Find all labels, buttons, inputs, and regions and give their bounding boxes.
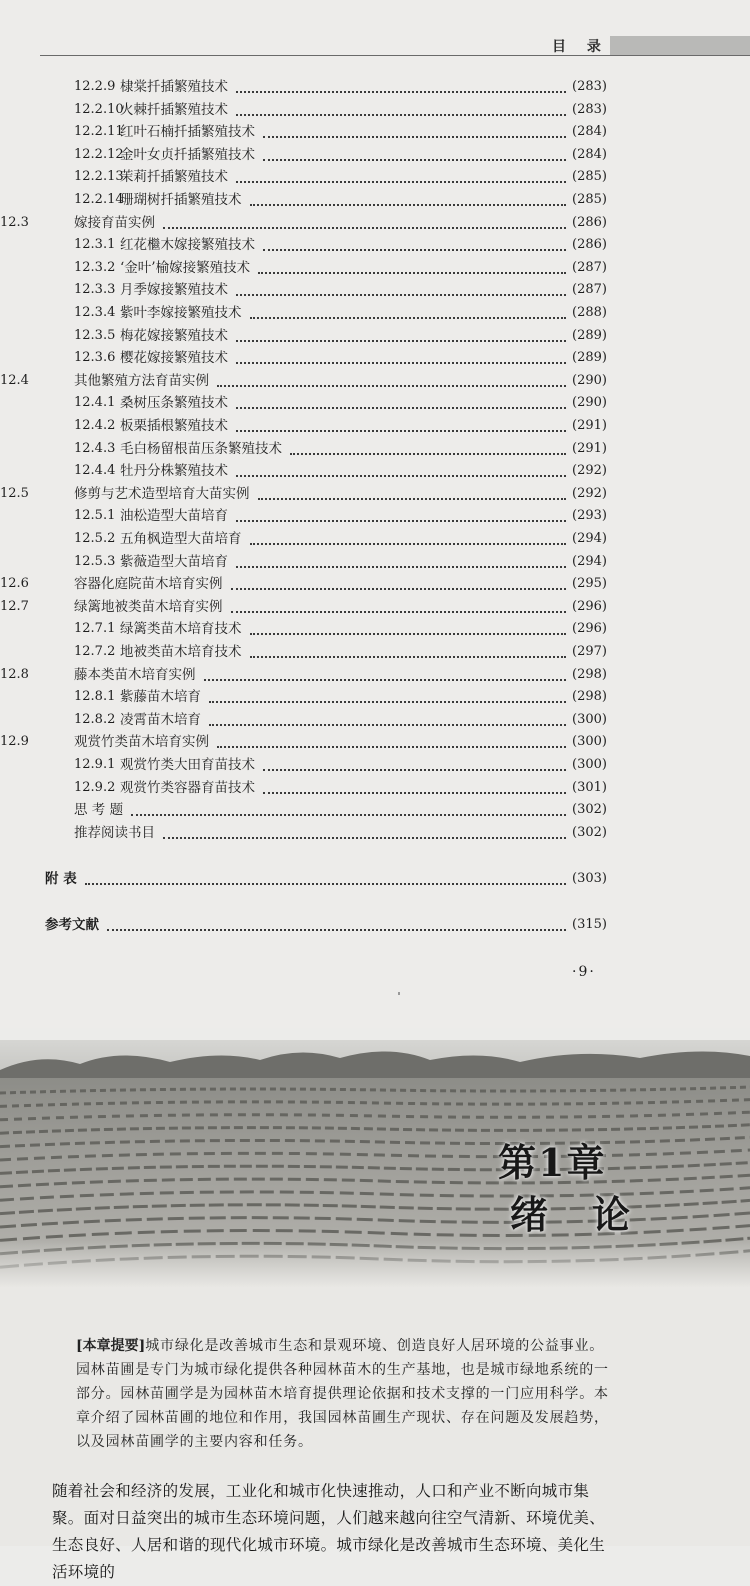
toc-leader-dots: [263, 769, 566, 771]
toc-entry: [0, 347, 750, 369]
toc-leader-dots: [217, 746, 566, 748]
toc-entry-title: 紫叶李嫁接繁殖技术: [120, 305, 242, 321]
toc-entry-title: 参考文献: [45, 916, 99, 933]
toc-entry: [0, 483, 750, 505]
toc-leader-dots: [236, 520, 566, 522]
toc-leader-dots: [231, 588, 566, 590]
toc-entry-page: (300): [572, 734, 607, 750]
toc-entry-title: 地被类苗木培育技术: [120, 644, 242, 660]
toc-entry-page: (284): [572, 146, 607, 162]
toc-leader-dots: [263, 159, 566, 161]
toc-entry-title: 毛白杨留根苗压条繁殖技术: [120, 440, 282, 457]
toc-entry-title: 红叶石楠扦插繁殖技术: [120, 124, 255, 141]
toc-entry-number: 12.3.6: [74, 350, 116, 366]
toc-entry-title: 绿篱地被类苗木培育实例: [74, 598, 223, 615]
toc-entry-title: 观赏竹类大田育苗技术: [120, 757, 255, 773]
toc-leader-dots: [163, 837, 566, 839]
toc-entry-page: (283): [572, 101, 607, 117]
toc-entry-number: 12.7: [0, 598, 29, 614]
toc-entry: [0, 144, 750, 166]
toc-leader-dots: [107, 929, 566, 931]
toc-entry-number: 12.3.2: [74, 259, 116, 275]
toc-entry-page: (296): [572, 621, 607, 637]
toc-entry-title: 金叶女贞扦插繁殖技术: [120, 146, 255, 163]
toc-entry: [0, 641, 750, 663]
toc-entry: [0, 415, 750, 437]
toc-entry-page: (298): [572, 666, 607, 682]
toc-entry: [0, 754, 750, 776]
toc-leader-dots: [250, 633, 566, 635]
toc-leader-dots: [258, 498, 566, 500]
toc-entry-page: (300): [572, 757, 607, 772]
toc-entry-title: 凌霄苗木培育: [120, 711, 201, 728]
toc-entry: [0, 257, 750, 279]
summary-tag: [本章提要]: [76, 1338, 146, 1354]
toc-entry-number: 12.5.1: [74, 508, 116, 524]
toc-entry-title: 茉莉扦插繁殖技术: [120, 169, 228, 186]
toc-entry: [0, 325, 750, 347]
toc-entry-title: 牡丹分株繁殖技术: [120, 463, 228, 480]
toc-entry: [0, 664, 750, 686]
toc-leader-dots: [236, 114, 566, 116]
page-number: ·9·: [572, 964, 596, 980]
header-label: 目 录: [552, 39, 609, 55]
toc-entry-title: 板栗插根繁殖技术: [120, 418, 228, 434]
toc-entry-number: 12.9.1: [74, 757, 116, 772]
toc-entry-number: 12.4.1: [74, 395, 116, 411]
toc-entry-title: 修剪与艺术造型培育大苗实例: [74, 485, 250, 502]
toc-leader-dots: [236, 91, 566, 93]
toc-entry-number: 12.3.3: [74, 282, 116, 298]
toc-entry: [0, 914, 750, 936]
toc-entry-title: 桑树压条繁殖技术: [120, 395, 228, 412]
toc-entry-title: 梅花嫁接繁殖技术: [120, 327, 228, 344]
toc-entry-number: 12.2.9: [74, 79, 116, 94]
summary-text: 城市绿化是改善城市生态和景观环境、创造良好人居环境的公益事业。园林苗圃是专门为城市绿化提供各种园林苗木的生产基地，也是城市绿地系统的一部分。园林苗圃学是为园林苗木培育提供理论依据和技术支撑的一门应用科学。本章介绍了园林苗圃的地位和作用，我国园林苗圃生产现状、存在问题及发展趋势，以及园林苗圃学的主要内容和任务。: [76, 1338, 609, 1450]
toc-entry: [0, 99, 750, 121]
toc-entry-number: 12.4.4: [74, 463, 116, 479]
toc-entry-number: 12.3.4: [74, 305, 116, 320]
toc-entry-page: (284): [572, 124, 607, 140]
chapter-summary: [76, 1334, 616, 1454]
toc-entry-page: (283): [572, 79, 607, 94]
toc-entry-number: 12.5: [0, 485, 29, 501]
toc-entry-title: 油松造型大苗培育: [120, 508, 228, 525]
toc-leader-dots: [236, 181, 566, 183]
toc-entry: [0, 438, 750, 460]
toc-leader-dots: [236, 407, 566, 409]
toc-entry-page: (290): [572, 372, 607, 388]
toc-entry-page: (291): [572, 440, 607, 456]
toc-entry-number: 12.8: [0, 666, 29, 682]
chapter-page: [0, 1040, 750, 1581]
toc-entry: [0, 234, 750, 256]
toc-entry-number: 12.8.2: [74, 711, 116, 727]
toc-entry-number: 12.4.3: [74, 440, 116, 456]
toc-entry-title: 火棘扦插繁殖技术: [120, 101, 228, 118]
nursery-landscape-photo: [0, 1040, 750, 1288]
toc-leader-dots: [250, 543, 566, 545]
chapter-title: 绪论: [510, 1192, 675, 1237]
toc-entry-title: 紫薇造型大苗培育: [120, 553, 228, 570]
toc-leader-dots: [217, 385, 566, 387]
toc-entry-page: (297): [572, 644, 607, 659]
toc-entry: [0, 302, 750, 324]
running-header: [0, 32, 750, 56]
toc-entry: [0, 505, 750, 527]
toc-entry-page: (289): [572, 327, 607, 343]
toc-entry: [0, 731, 750, 753]
toc-entry: [0, 686, 750, 708]
body-paragraph: 随着社会和经济的发展，工业化和城市化快速推动，人口和产业不断向城市集聚。面对日益突出的城市生态环境问题，人们越来越向往空气清新、环境优美、生态良好、人居和谐的现代化城市环境。城市绿化是改善城市生态环境、美化生活环境的: [52, 1482, 606, 1581]
toc-entry-number: 12.2.12: [74, 146, 124, 162]
toc-entry-page: (285): [572, 192, 607, 207]
toc-entry-title: 棣棠扦插繁殖技术: [120, 79, 228, 95]
toc-leader-dots: [250, 204, 566, 206]
toc-leader-dots: [163, 227, 566, 229]
toc-entry-page: (289): [572, 350, 607, 366]
toc-leader-dots: [231, 611, 566, 613]
toc-entry-page: (294): [572, 531, 607, 546]
toc-entry-page: (290): [572, 395, 607, 411]
toc-entry: [0, 76, 750, 98]
toc-entry-title: 容器化庭院苗木培育实例: [74, 576, 223, 593]
toc-leader-dots: [204, 679, 566, 681]
toc-entry: [0, 189, 750, 211]
toc-entry-page: (293): [572, 508, 607, 524]
toc-entry-title: 观赏竹类苗木培育实例: [74, 734, 209, 751]
toc-entry: [0, 573, 750, 595]
toc-entry-page: (292): [572, 485, 607, 501]
toc-entry-title: 红花檵木嫁接繁殖技术: [120, 237, 255, 254]
toc-leader-dots: [236, 430, 566, 432]
toc-entry-number: 12.7.2: [74, 644, 116, 659]
toc-entry-page: (315): [572, 916, 607, 932]
toc-leader-dots: [258, 272, 566, 274]
toc-entry-page: (287): [572, 259, 607, 275]
toc-leader-dots: [236, 566, 566, 568]
toc-leader-dots: [290, 453, 566, 455]
toc-entry-title: 月季嫁接繁殖技术: [120, 282, 228, 299]
toc-entry-number: 12.8.1: [74, 689, 116, 705]
toc-entry-title: 紫藤苗木培育: [120, 689, 201, 706]
chapter-number: 第1章: [498, 1140, 607, 1185]
toc-entry: [0, 822, 750, 844]
toc-entry: [0, 596, 750, 618]
toc-entry-page: (286): [572, 214, 607, 230]
toc-leader-dots: [85, 883, 566, 885]
toc-entry-title: 附 表: [45, 870, 77, 887]
toc-entry-number: 12.2.14: [74, 192, 124, 207]
toc-entry-title: ‘金叶’榆嫁接繁殖技术: [120, 259, 251, 276]
toc-entry-title: 五角枫造型大苗培育: [120, 531, 242, 547]
toc-entry-number: 12.4: [0, 372, 29, 388]
toc-entry-number: 12.3.1: [74, 237, 116, 253]
toc-entry-page: (285): [572, 169, 607, 185]
toc-entry: [0, 212, 750, 234]
toc-entry-number: 12.2.13: [74, 169, 124, 185]
toc-entry: [0, 709, 750, 731]
toc-entry-title: 藤本类苗木培育实例: [74, 666, 196, 683]
toc-leader-dots: [236, 294, 566, 296]
toc-entry: [0, 868, 750, 890]
toc-leader-dots: [131, 814, 566, 816]
toc-entry-title: 其他繁殖方法育苗实例: [74, 372, 209, 389]
toc-entry-title: 嫁接育苗实例: [74, 214, 155, 231]
toc-entry-title: 绿篱类苗木培育技术: [120, 621, 242, 638]
toc-entry: [0, 799, 750, 821]
toc-leader-dots: [236, 362, 566, 364]
toc-entry-page: (292): [572, 463, 607, 479]
toc-entry-title: 樱花嫁接繁殖技术: [120, 350, 228, 367]
toc-entry: [0, 392, 750, 414]
toc-leader-dots: [263, 249, 566, 251]
toc-entry-page: (291): [572, 418, 607, 433]
toc-entry-number: 12.5.3: [74, 553, 116, 569]
toc-leader-dots: [250, 317, 566, 319]
toc-entry-number: 12.5.2: [74, 531, 116, 546]
toc-leader-dots: [250, 656, 566, 658]
toc-entry: [0, 279, 750, 301]
toc-entry-title: 珊瑚树扦插繁殖技术: [120, 192, 242, 208]
toc-entry-page: (295): [572, 576, 607, 592]
toc-entry: [0, 166, 750, 188]
toc-entry: [0, 551, 750, 573]
toc-entry-title: 推荐阅读书目: [74, 824, 155, 841]
toc-entry-page: (302): [572, 802, 607, 818]
toc-entry-number: 12.6: [0, 576, 29, 592]
toc-entry-number: 12.2.11: [74, 124, 124, 140]
toc-entry-page: (287): [572, 282, 607, 298]
toc-entry: [0, 121, 750, 143]
toc-entry-page: (288): [572, 305, 607, 320]
toc-leader-dots: [263, 136, 566, 138]
toc-entry-page: (302): [572, 824, 607, 840]
toc-leader-dots: [209, 724, 566, 726]
toc-entry-number: 12.3.5: [74, 327, 116, 343]
print-speck: [398, 992, 400, 995]
toc-entry: [0, 528, 750, 550]
toc-entry-number: 12.4.2: [74, 418, 116, 433]
toc-leader-dots: [209, 701, 566, 703]
toc-entry-page: (298): [572, 689, 607, 705]
toc-entry: [0, 370, 750, 392]
toc-entry: [0, 618, 750, 640]
toc-entry-page: (301): [572, 779, 607, 795]
toc-entry: [0, 777, 750, 799]
toc-entry-page: (286): [572, 237, 607, 253]
header-bar: [610, 36, 750, 55]
toc-entry-page: (294): [572, 553, 607, 569]
toc-entry: [0, 460, 750, 482]
toc-leader-dots: [236, 340, 566, 342]
toc-entry-page: (303): [572, 870, 607, 886]
toc-entry-page: (296): [572, 598, 607, 614]
toc-entry-number: 12.2.10: [74, 101, 124, 117]
toc-leader-dots: [263, 792, 566, 794]
toc-entry-title: 观赏竹类容器育苗技术: [120, 779, 255, 796]
toc-entry-number: 12.9: [0, 734, 29, 750]
toc-entry-number: 12.7.1: [74, 621, 116, 637]
toc-leader-dots: [236, 475, 566, 477]
toc-entry-number: 12.3: [0, 214, 29, 230]
toc-entry-page: (300): [572, 711, 607, 727]
header-rule: [40, 55, 750, 56]
toc-entry-number: 12.9.2: [74, 779, 116, 795]
toc-entry-title: 思 考 题: [74, 802, 124, 819]
